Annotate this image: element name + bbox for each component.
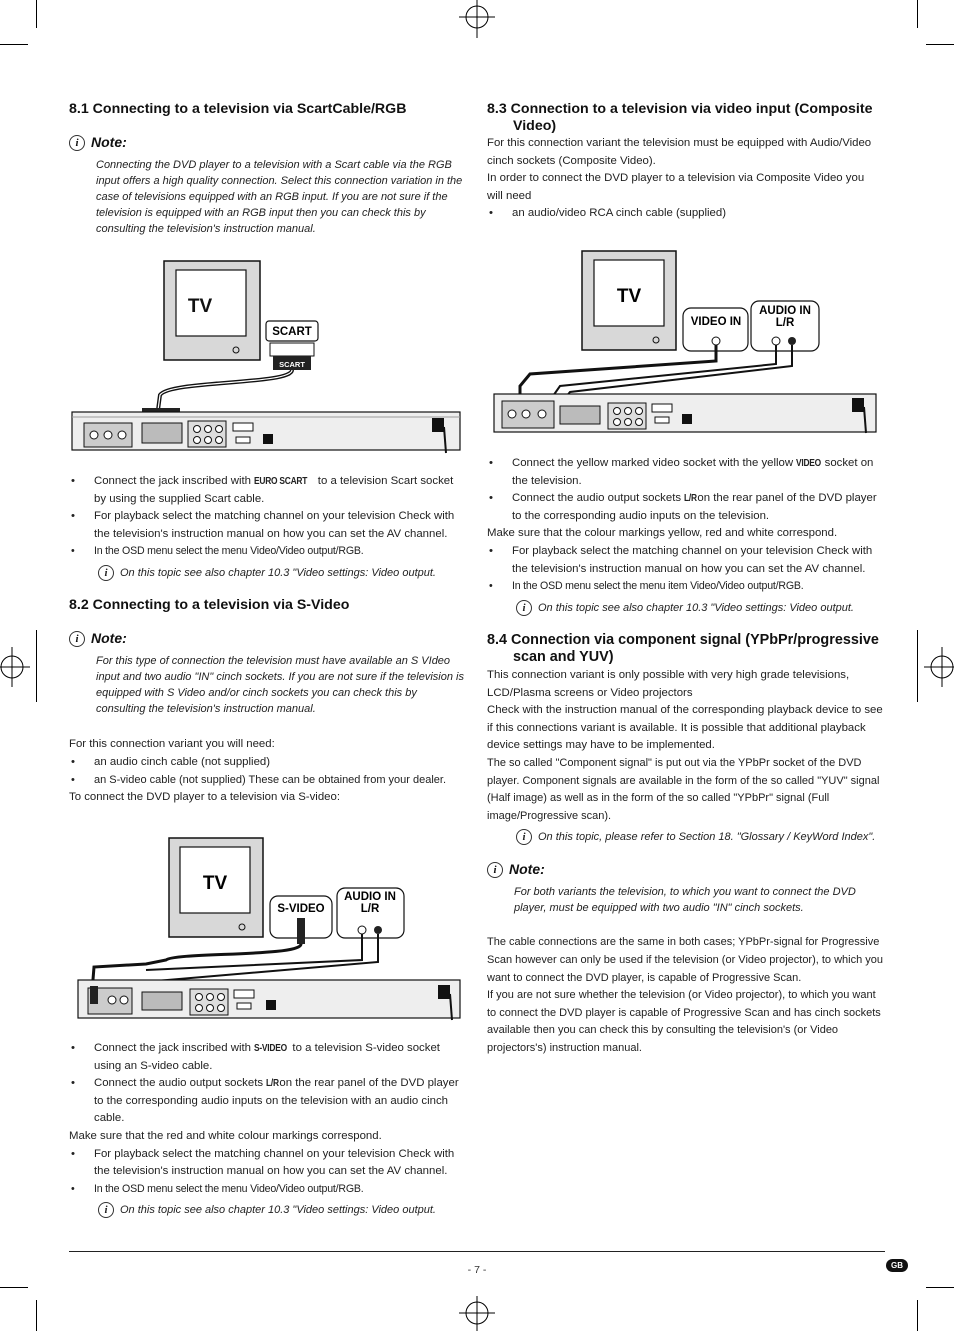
note-text: For both variants the television, to which you want to connect the DVD player, must be equipped with two audio "IN" cinch sockets.: [514, 885, 856, 915]
cross-reference: i On this topic see also chapter 10.3 "Video settings: Video output.: [98, 1202, 465, 1218]
composite-connection-diagram: [490, 246, 880, 436]
crop-mark: [917, 1300, 918, 1331]
step-list-item: • For playback select the matching channel on your television Check with the television's instruction manual on how you can set the AV channel.: [487, 543, 883, 578]
note-text: Connecting the DVD player to a television with a Scart cable via the RGB input offers a high quality connection. Select this connection variation in the case of televisions equipped with an RGB input. If you are not sure if the television is equipped with an RGB input then you can check this by consulting the television's instruction manual.: [96, 158, 463, 236]
requirement-list-item: • an audio cinch cable (not supplied): [69, 754, 465, 772]
section-8-2: [69, 597, 465, 807]
info-icon: i: [98, 1202, 114, 1218]
scart-connection-diagram: [70, 255, 465, 455]
requirement-list-item: • an S-video cable (not supplied) These can be obtained from your dealer.: [69, 772, 465, 790]
audio-in-lr-label: L/R: [775, 317, 795, 329]
step-list-item: • For playback select the matching channel on your television Check with the television's instruction manual on how you can set the AV channel.: [69, 1146, 465, 1181]
step-list-item: • In the OSD menu select the menu Video/Video output/RGB.: [69, 543, 465, 561]
note-label: Note:: [91, 630, 127, 646]
scart-socket-label: SCART: [272, 326, 312, 338]
paragraph: To connect the DVD player to a television via S-video:: [69, 791, 340, 804]
note-text: For this type of connection the television must have available an S VIdeo input and two audio "IN" cinch sockets. If you are not sure if the television is equipped with S Video and/or cinch sockets you can check this by consulting the television's instruction manual.: [96, 654, 464, 716]
paragraph: For this connection variant the television must be equipped with Audio/Video cinch sockets (Composite Video).: [487, 137, 872, 167]
keyword-s-video: S-VIDEO: [254, 1042, 288, 1054]
info-icon: i: [516, 600, 532, 616]
language-badge: GB: [886, 1259, 908, 1272]
paragraph: The cable connections are the same in both cases; YPbPr-signal for Progressive Scan however can only be used if the television (or Video projector), to which you want to connect the DVD player, is capable of Progressive Scan.: [487, 936, 884, 984]
crop-mark: [0, 1287, 28, 1288]
svideo-connection-diagram: [76, 832, 466, 1022]
registration-mark-left: [0, 645, 30, 689]
registration-mark-bottom: [455, 1296, 499, 1331]
info-icon: i: [487, 862, 503, 878]
crop-mark: [0, 44, 28, 45]
section-8-1-steps: [69, 473, 465, 581]
footer-rule: [69, 1251, 885, 1252]
heading-8-2: 8.2 Connecting to a television via S-Video: [69, 597, 350, 613]
heading-8-1: 8.1 Connecting to a television via ScartCable/RGB: [69, 101, 407, 117]
step-list-item: • Connect the jack inscribed with S-VIDEO to a television S-video socket using an S-video cable.: [69, 1040, 465, 1075]
keyword-euro-scart: EURO SCART: [254, 475, 308, 487]
info-icon: i: [516, 829, 532, 845]
crop-mark: [917, 0, 918, 28]
crop-mark: [926, 1287, 954, 1288]
crop-mark: [926, 44, 954, 45]
cross-reference: i On this topic see also chapter 10.3 "Video settings: Video output.: [516, 600, 883, 616]
cross-reference: i On this topic, please refer to Section 18. "Glossary / KeyWord Index".: [516, 829, 885, 845]
info-icon: i: [98, 565, 114, 581]
step-list-item: • Connect the audio output sockets L/R on the rear panel of the DVD player to the corresponding audio inputs on the television.: [487, 490, 883, 525]
keyword-lr: L/R: [266, 1077, 280, 1090]
paragraph: The so called "Component signal" is put out via the YPbPr socket of the DVD player. Component signals are available in the form of the so called "YUV" signal (Half image) as well as in the form of the so called "YPbPr" signal (Full image/Progressive scan).: [487, 756, 880, 822]
audio-in-lr-label: L/R: [360, 903, 380, 915]
note-label: Note:: [509, 861, 545, 878]
crop-mark: [36, 0, 37, 28]
audio-in-label: AUDIO IN: [344, 891, 396, 903]
tv-label: TV: [616, 286, 642, 307]
dvd-rear-panel: [78, 980, 460, 1018]
cross-reference: i On this topic see also chapter 10.3 "Video settings: Video output.: [98, 565, 465, 581]
heading-8-3: 8.3 Connection to a television via video input (Composite Video): [487, 101, 873, 134]
section-8-4: [487, 632, 885, 1058]
audio-in-label: AUDIO IN: [759, 305, 811, 317]
registration-mark-right: [924, 645, 954, 689]
section-8-1: [69, 101, 465, 238]
crop-mark: [36, 1300, 37, 1331]
tv-label: TV: [202, 873, 228, 894]
step-list-item: • In the OSD menu select the menu item Video/Video output/RGB.: [487, 578, 883, 596]
heading-8-4: 8.4 Connection via component signal (YPbPr/progressive scan and YUV): [487, 632, 879, 665]
section-8-2-steps: [69, 1040, 465, 1218]
scart-plug-label: SCART: [279, 360, 305, 369]
paragraph: If you are not sure whether the television (or Video projector), to which you want to connect the DVD player is capable of Progressive Scan and has cinch sockets available then you can check this by consulting the television's (or Video projectors's) instruction manual.: [487, 989, 881, 1054]
crop-mark: [36, 630, 37, 702]
note-header: [69, 630, 465, 648]
paragraph: This connection variant is only possible with very high grade televisions, LCD/Plasma screens or Video projectors: [487, 669, 850, 699]
step-list-item: • In the OSD menu select the menu Video/Video output/RGB.: [69, 1181, 465, 1199]
section-8-3: [487, 101, 883, 223]
requirement-list-item: • an audio/video RCA cinch cable (supplied): [487, 205, 883, 223]
info-icon: i: [69, 631, 85, 647]
section-8-3-steps: [487, 455, 883, 616]
video-in-label: VIDEO IN: [690, 316, 742, 328]
step-list-item: • For playback select the matching channel on your television Check with the television's instruction manual on how you can set the AV channel.: [69, 508, 465, 543]
svideo-label: S-VIDEO: [277, 903, 325, 915]
paragraph: For this connection variant you will need:: [69, 738, 275, 751]
registration-mark-top: [455, 0, 499, 40]
step-list-item: • Connect the yellow marked video socket with the yellow VIDEO socket on the television.: [487, 455, 883, 490]
note-header: [487, 861, 885, 879]
step-list-item: • Connect the audio output sockets L/R on the rear panel of the DVD player to the corresponding audio inputs on the television with an audio cinch cable.: [69, 1075, 465, 1128]
keyword-lr: L/R: [684, 492, 698, 505]
page-number: - 7 -: [467, 1264, 487, 1276]
info-icon: i: [69, 135, 85, 151]
step-list-item: • Connect the jack inscribed with EURO SCART to a television Scart socket by using the supplied Scart cable.: [69, 473, 465, 508]
paragraph: In order to connect the DVD player to a television via Composite Video you will need: [487, 172, 865, 202]
tv-label: TV: [187, 296, 213, 317]
paragraph: Make sure that the colour markings yellow, red and white correspond.: [487, 527, 838, 540]
note-label: Note:: [91, 134, 127, 150]
keyword-video: VIDEO: [796, 457, 822, 469]
paragraph: Check with the instruction manual of the corresponding playback device to see if this connections variant is available. It is possible that additional playback device settings may have to be implemented.: [487, 704, 883, 752]
note-header: [69, 134, 465, 152]
paragraph: Make sure that the red and white colour markings correspond.: [69, 1129, 382, 1142]
crop-mark: [917, 630, 918, 702]
